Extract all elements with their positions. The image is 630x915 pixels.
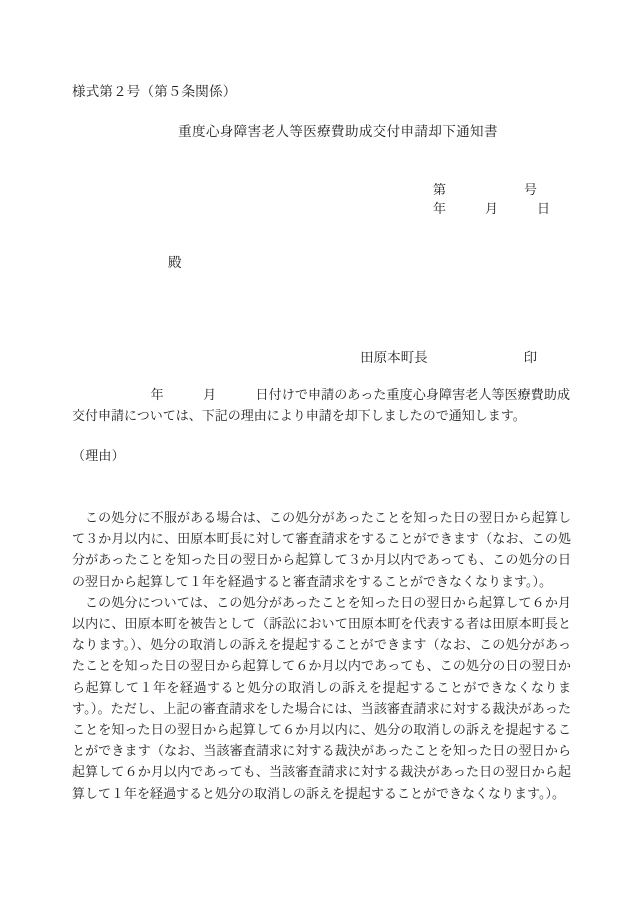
addressee-honorific: 殿: [168, 255, 182, 271]
appeal-paragraph-review-request: この処分に不服がある場合は、この処分があったことを知った日の翌日から起算して３か月以内に、田原本町長に対して審査請求をすることができます（なお、この処分があったことを知った日の翌日から起算して３か月以内であっても、この処分の日の翌日から起算して１年を経過すると審査請求をすることができなくなります。）。: [72, 511, 571, 590]
form-number: 様式第２号（第５条関係）: [72, 84, 237, 100]
reference-number-line: 第 号: [433, 183, 538, 198]
reason-label: （理由）: [72, 449, 125, 464]
appeal-paragraph-litigation: この処分については、この処分があったことを知った日の翌日から起算して６か月以内に、田原本町を被告として（訴訟において田原本町を代表する者は田原本町長となります。）、処分の取消しの訴えを提起することができます（なお、この処分があったことを知った日の翌日から起算して６か月以内であっても、この処分の日の翌日から起算して１年を経過すると処分の取消しの訴えを提起することができなくなります。）。ただし、上記の審査請求をした場合には、当該審査請求に対する裁決があったことを知った日の翌日から起算して６か月以内に、処分の取消しの訴えを提起することができます（なお、当該審査請求に対する裁決があったことを知った日の翌日から起算して６か月以内であっても、当該審査請求に対する裁決があった日の翌日から起算して１年を経過すると処分の取消しの訴えを提起することができなくなります。）。: [72, 595, 571, 802]
issuer-name: 田原本町長: [360, 350, 428, 366]
seal-stamp-placeholder: 印: [523, 350, 538, 366]
page-title: 重度心身障害老人等医療費助成交付申請却下通知書: [178, 124, 498, 140]
reference-block: [433, 181, 550, 219]
reference-date-line: 年 月 日: [433, 202, 551, 217]
issuer-row: [343, 330, 537, 382]
appeal-rights-block: [72, 508, 571, 805]
notice-body-paragraph: 年 月 日付けで申請のあった重度心身障害老人等医療費助成交付申請については、下記の理由により申請を却下しましたので通知します。: [72, 388, 570, 424]
